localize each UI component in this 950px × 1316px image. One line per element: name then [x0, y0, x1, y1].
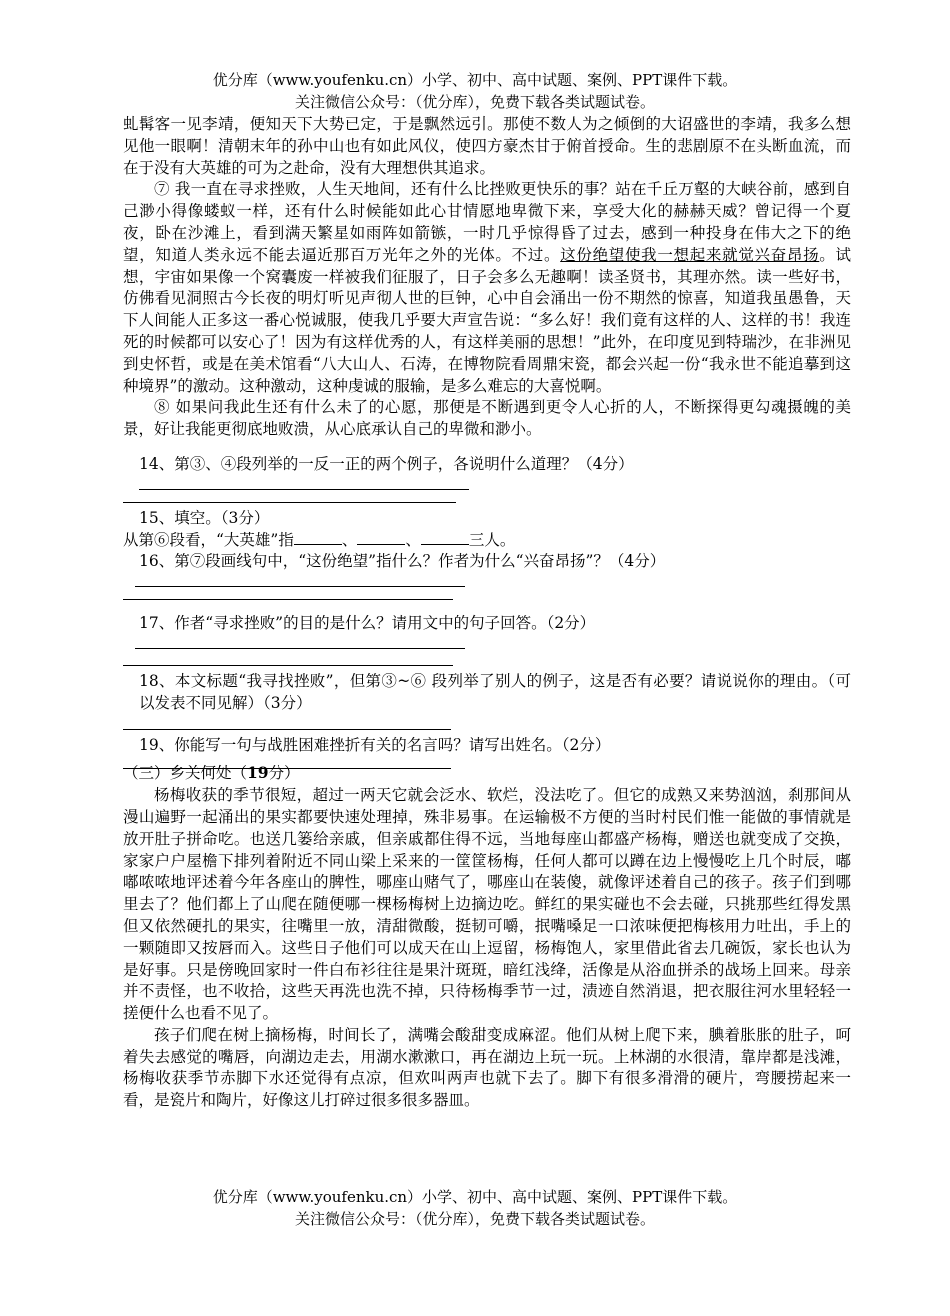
answer-area-16b[interactable]	[123, 595, 851, 605]
question-18: 18、本文标题“我寻找挫败”，但第③~⑥ 段列举了别人的例子，这是否有必要？请说说你的理由。（可以发表不同见解）（3分）	[139, 671, 851, 712]
paragraph-8: ⑧ 如果问我此生还有什么未了的心愿，那便是不断遇到更令人心折的人，不断探得更勾魂摄魄的美景，好让我能更彻底地败溃，从心底承认自己的卑微和渺小。	[123, 398, 851, 439]
answer-area-19[interactable]	[123, 756, 851, 772]
answer-line	[123, 502, 456, 503]
answer-line	[123, 768, 451, 769]
section-score: 19	[247, 763, 269, 783]
fill-separator: 、	[405, 530, 421, 549]
fill-blank-3[interactable]	[421, 530, 469, 545]
question-19: 19、你能写一句与战胜困难挫折有关的名言吗？请写出姓名。（2分）	[139, 735, 611, 754]
section-3-paragraph-1: 杨梅收获的季节很短，超过一两天它就会泛水、软烂，没法吃了。但它的成熟又来势汹汹，刹那间从漫山遍野一起涌出的果实都要快速处理掉，殊非易事。在运输极不方便的当时村民们惟一能做的事情就是放开肚子拼命吃。也送几篓给亲戚，但亲戚都住得不远，当地每座山都盛产杨梅，赠送也就变成了交换，家家户户屋檐下排列着附近不同山梁上采来的一筐筐杨梅，任何人都可以蹲在边上慢慢吃上几个时辰，嘟嘟哝哝地评述着今年各座山的脾性，哪座山赌气了，哪座山在装傻，就像评述着自己的孩子。孩子们到哪里去了？他们都上了山爬在随便哪一棵杨梅树上边摘边吃。鲜红的果实碰也不会去碰，只挑那些红得发黑但又依然硬扎的果实，往嘴里一放，清甜微酸，挺韧可嚼，抿嘴嗓足一口浓味便把梅核用力吐出，手上的一颗随即又按唇而入。这些日子他们可以成天在山上逗留，杨梅饱人，家里借此省去几碗饭，家长也认为是好事。只是傍晚回家时一件白布衫往往是果汁斑斑，暗红浅绛，活像是从浴血拼杀的战场上回来。母亲并不责怪，也不收拾，这些天再洗也洗不掉，只待杨梅季节一过，渍迹自然消退，把衣服往河水里轻轻一搓便什么也看不见了。	[123, 786, 851, 1023]
answer-line	[135, 586, 465, 587]
answer-area-17a[interactable]	[123, 635, 851, 657]
paragraph-7-text-b: 。试想，宇宙如果像一个窝囊废一样被我们征服了，日子会多么无趣啊！读圣贤书，其理亦然。读一些好书，仿佛看见洞照古今长夜的明灯听见声彻人世的巨钟，心中自会涌出一份不期然的惊喜，知道我虽愚鲁，天下人间能人正多这一番心悦诚服，使我几乎要大声宣告说：“多么好！我们竟有这样的人、这样的书！我连死的时候都可以安心了！因为有这样优秀的人，有这样美丽的思想！”此外，在印度见到特瑞沙，在非洲见到史怀哲，或是在美术馆看“八大山人、石涛，在博物院看周鼎宋瓷，都会兴起一份“我永世不能追摹到这种境界”的激动。这种激动，这种虔诚的服输，是多么难忘的大喜悦啊。	[123, 245, 851, 395]
answer-line	[139, 489, 469, 490]
fill-blank-2[interactable]	[357, 530, 405, 545]
answer-line	[123, 729, 451, 730]
page-footer	[0, 1186, 950, 1230]
fill-suffix: 三人。	[468, 530, 516, 549]
paragraph-7	[123, 179, 851, 397]
answer-line	[123, 665, 453, 666]
question-15: 15、填空。（3分）	[139, 508, 270, 527]
question-15-fill	[123, 530, 851, 552]
question-17: 17、作者“寻求挫败”的目的是什么？请用文中的句子回答。（2分）	[139, 614, 596, 633]
section-3-paragraph-2: 孩子们爬在树上摘杨梅，时间长了，满嘴会酸甜变成麻涩。他们从树上爬下来，腆着胀胀的肚子，呵着失去感觉的嘴唇，向湖边走去，用湖水漱漱口，再在湖边上玩一玩。上林湖的水很清，靠岸都是浅滩，杨梅收获季节赤脚下水还觉得有点凉，但欢叫两声也就下去了。脚下有很多滑滑的硬片，弯腰捞起来一看，是瓷片和陶片，好像这儿打碎过很多很多器皿。	[123, 1025, 851, 1110]
answer-area-17b[interactable]	[123, 657, 851, 671]
fill-prompt: 从第⑥段看，“大英雄”指	[123, 530, 294, 549]
section-title-prefix: （三）乡关何处（	[123, 764, 248, 783]
answer-line	[123, 599, 453, 600]
fill-blank-1[interactable]	[294, 530, 342, 545]
header-line-1: 优分库（www.youfenku.cn）小学、初中、高中试题、案例、PPT课件下载。	[212, 71, 738, 89]
answer-line	[135, 648, 465, 649]
page-content	[123, 114, 851, 1112]
header-line-2: 关注微信公众号：（优分库），免费下载各类试题试卷。	[294, 93, 655, 111]
answer-area-14b[interactable]	[123, 498, 851, 508]
fill-separator: 、	[341, 530, 358, 549]
page-header	[0, 69, 950, 113]
question-14: 14、第③、④段列举的一反一正的两个例子，各说明什么道理？（4分）	[139, 454, 634, 473]
answer-area-14a[interactable]	[123, 476, 851, 498]
section-title-suffix: 分）	[268, 764, 300, 783]
paragraph-6-tail: 虬髯客一见李靖，便知天下大势已定，于是飘然远引。那使不数人为之倾倒的大诏盛世的李靖，我多么想见他一眼啊！清朝末年的孙中山也有如此风仪，使四方豪杰甘于俯首授命。生的悲剧原不在头断血流，而在于没有大英雄的可为之赴命，没有大理想供其追求。	[123, 115, 851, 177]
footer-line-1: 优分库（www.youfenku.cn）小学、初中、高中试题、案例、PPT课件下载。	[212, 1188, 738, 1206]
answer-area-18[interactable]	[123, 715, 851, 733]
question-16: 16、第⑦段画线句中，“这份绝望”指什么？作者为什么“兴奋昂扬”？（4分）	[139, 552, 666, 571]
answer-area-16a[interactable]	[123, 573, 851, 595]
footer-line-2: 关注微信公众号：（优分库），免费下载各类试题试卷。	[294, 1210, 655, 1228]
paragraph-7-text-a: ⑦ 我一直在寻求挫败，人生天地间，还有什么比挫败更快乐的事？站在千丘万壑的大峡谷前，感到自己渺小得像蝼蚁一样，还有什么时候能如此心甘情愿地卑微下来，享受大化的赫赫天威？曾记得一个夏夜，卧在沙滩上，看到满天繁星如雨阵如箭镞，一时几乎惊得昏了过去，感到一种投身在伟大之下的绝望，知道人类永远不能去逼近那百万光年之外的光体。不过。	[123, 180, 851, 264]
underlined-sentence: 这份绝望使我一想起来就觉兴奋昂扬	[560, 245, 820, 264]
